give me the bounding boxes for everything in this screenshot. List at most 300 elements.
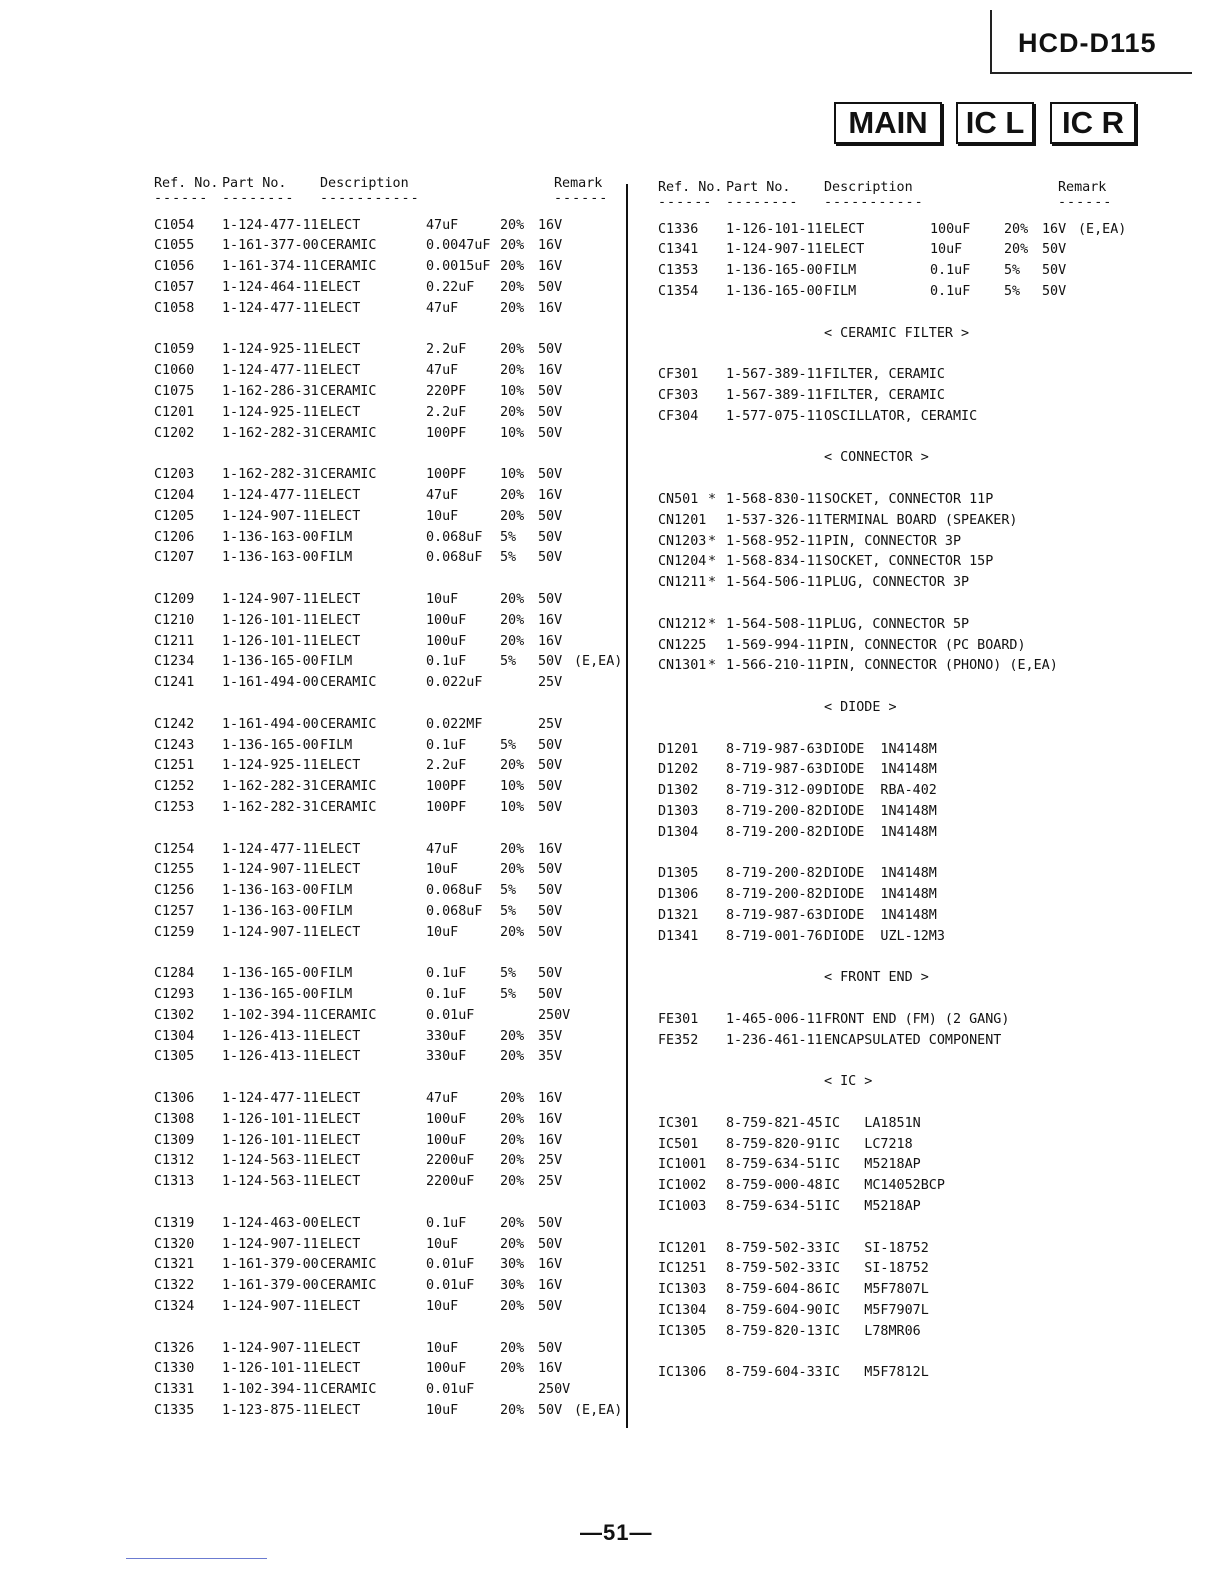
tolerance: 20% bbox=[500, 487, 525, 503]
value: 10uF bbox=[426, 508, 459, 524]
ref-no: C1241 bbox=[154, 675, 195, 691]
description: ELECT bbox=[320, 1340, 361, 1356]
voltage: 16V bbox=[538, 1111, 563, 1127]
description: ELECT bbox=[320, 1132, 361, 1148]
ref-no: IC1001 bbox=[658, 1157, 707, 1173]
voltage: 50V bbox=[538, 529, 563, 545]
value: 100uF bbox=[426, 1361, 467, 1377]
part-row bbox=[154, 1339, 614, 1360]
section-title bbox=[658, 324, 1138, 345]
ref-no: C1284 bbox=[154, 966, 195, 982]
part-no: 8-759-821-45 bbox=[726, 1115, 823, 1131]
description: ELECT bbox=[320, 508, 361, 524]
voltage: 16V bbox=[1042, 221, 1067, 237]
description: ELECT bbox=[824, 242, 865, 258]
part-row bbox=[154, 465, 614, 486]
ref-no: C1058 bbox=[154, 300, 195, 316]
part-row bbox=[154, 798, 614, 819]
right-header-underline: ------ -------- ----------- ------ bbox=[658, 194, 1113, 210]
ref-no: C1256 bbox=[154, 883, 195, 899]
tolerance: 20% bbox=[500, 1403, 525, 1419]
ref-no: IC1003 bbox=[658, 1199, 707, 1215]
part-row bbox=[658, 261, 1138, 282]
value: 10uF bbox=[426, 862, 459, 878]
voltage: 50V bbox=[538, 758, 563, 774]
tolerance: 10% bbox=[500, 779, 525, 795]
value: 0.1uF bbox=[930, 263, 971, 279]
ref-no: CN1204 bbox=[658, 554, 707, 570]
description: ELECT bbox=[320, 633, 361, 649]
ref-no: C1243 bbox=[154, 737, 195, 753]
description: SOCKET, CONNECTOR 11P bbox=[824, 491, 994, 507]
part-row bbox=[154, 860, 614, 881]
ref-no: CF304 bbox=[658, 408, 699, 424]
model-number: HCD-D115 bbox=[1018, 28, 1157, 58]
voltage: 16V bbox=[538, 487, 563, 503]
part-row bbox=[658, 490, 1138, 511]
marker: * bbox=[708, 491, 717, 507]
marker: * bbox=[708, 575, 717, 591]
tolerance: 20% bbox=[1004, 221, 1029, 237]
part-row bbox=[658, 1197, 1138, 1218]
ref-no: C1309 bbox=[154, 1132, 195, 1148]
value: 100uF bbox=[930, 221, 971, 237]
ref-no: C1203 bbox=[154, 467, 195, 483]
value: 100uF bbox=[426, 1132, 467, 1148]
ref-no: C1206 bbox=[154, 529, 195, 545]
value: 0.0047uF bbox=[426, 238, 491, 254]
value: 47uF bbox=[426, 300, 459, 316]
part-row bbox=[154, 340, 614, 361]
value: 330uF bbox=[426, 1049, 467, 1065]
part-no: 1-567-389-11 bbox=[726, 367, 823, 383]
ref-no: C1308 bbox=[154, 1111, 195, 1127]
voltage: 16V bbox=[538, 363, 563, 379]
tolerance: 20% bbox=[500, 508, 525, 524]
voltage: 50V bbox=[538, 550, 563, 566]
part-no: 8-759-502-33 bbox=[726, 1240, 823, 1256]
part-no: 1-136-163-00 bbox=[222, 883, 319, 899]
voltage: 50V bbox=[1042, 263, 1067, 279]
spacer bbox=[658, 989, 1138, 1010]
ref-no: C1313 bbox=[154, 1174, 195, 1190]
ref-no: C1324 bbox=[154, 1299, 195, 1315]
ref-no: C1293 bbox=[154, 987, 195, 1003]
part-row bbox=[658, 407, 1138, 428]
description: ELECT bbox=[320, 363, 361, 379]
value: 0.0015uF bbox=[426, 259, 491, 275]
tolerance: 20% bbox=[500, 924, 525, 940]
part-no: 1-124-907-11 bbox=[222, 1340, 319, 1356]
part-no: 1-577-075-11 bbox=[726, 408, 823, 424]
description: ELECT bbox=[320, 1361, 361, 1377]
voltage: 50V bbox=[538, 467, 563, 483]
part-row bbox=[154, 361, 614, 382]
voltage: 50V bbox=[538, 903, 563, 919]
voltage: 50V bbox=[1042, 283, 1067, 299]
left-parts-column bbox=[154, 174, 623, 1422]
description: PLUG, CONNECTOR 3P bbox=[824, 575, 970, 591]
description: CERAMIC bbox=[320, 799, 377, 815]
remark: (E,EA) bbox=[574, 654, 623, 670]
section-title bbox=[658, 698, 1138, 719]
value: 0.01uF bbox=[426, 1257, 475, 1273]
part-row bbox=[658, 927, 1138, 948]
ref-no: C1253 bbox=[154, 799, 195, 815]
part-row bbox=[658, 1363, 1138, 1384]
part-no: 1-567-389-11 bbox=[726, 387, 823, 403]
description: CERAMIC bbox=[320, 425, 377, 441]
spacer bbox=[658, 344, 1138, 365]
voltage: 50V bbox=[538, 737, 563, 753]
description: DIODE 1N4148M bbox=[824, 803, 937, 819]
value: 2.2uF bbox=[426, 342, 467, 358]
part-no: 1-162-282-31 bbox=[222, 467, 319, 483]
voltage: 50V bbox=[538, 342, 563, 358]
voltage: 16V bbox=[538, 612, 563, 628]
ref-no: D1306 bbox=[658, 887, 699, 903]
part-row bbox=[658, 636, 1138, 657]
ref-no: IC1304 bbox=[658, 1303, 707, 1319]
part-row bbox=[658, 573, 1138, 594]
spacer bbox=[658, 1218, 1138, 1239]
ref-no: C1205 bbox=[154, 508, 195, 524]
ref-no: C1254 bbox=[154, 841, 195, 857]
ref-no: CN1201 bbox=[658, 512, 707, 528]
part-no: 1-136-165-00 bbox=[726, 263, 823, 279]
spacer bbox=[154, 1068, 614, 1089]
part-no: 1-126-101-11 bbox=[222, 1111, 319, 1127]
description: PIN, CONNECTOR 3P bbox=[824, 533, 962, 549]
tolerance: 20% bbox=[500, 841, 525, 857]
part-row bbox=[658, 1280, 1138, 1301]
description: CERAMIC bbox=[320, 238, 377, 254]
voltage: 50V bbox=[538, 591, 563, 607]
description: ELECT bbox=[320, 1111, 361, 1127]
description: PIN, CONNECTOR (PC BOARD) bbox=[824, 637, 1026, 653]
tolerance: 10% bbox=[500, 425, 525, 441]
tolerance: 5% bbox=[500, 529, 517, 545]
spacer bbox=[154, 1193, 614, 1214]
part-no: 1-136-165-00 bbox=[726, 283, 823, 299]
ref-no: C1209 bbox=[154, 591, 195, 607]
tolerance: 20% bbox=[500, 1132, 525, 1148]
value: 0.1uF bbox=[930, 283, 971, 299]
voltage: 16V bbox=[538, 1257, 563, 1273]
description: DIODE 1N4148M bbox=[824, 887, 937, 903]
value: 0.1uF bbox=[426, 737, 467, 753]
part-no: 1-124-925-11 bbox=[222, 342, 319, 358]
tolerance: 20% bbox=[500, 259, 525, 275]
voltage: 16V bbox=[538, 1278, 563, 1294]
ref-no: C1354 bbox=[658, 283, 699, 299]
part-row bbox=[154, 611, 614, 632]
part-no: 1-136-165-00 bbox=[222, 966, 319, 982]
tolerance: 20% bbox=[500, 342, 525, 358]
part-no: 1-124-463-00 bbox=[222, 1215, 319, 1231]
description: DIODE 1N4148M bbox=[824, 866, 937, 882]
ref-no: CN1301 bbox=[658, 658, 707, 674]
ref-no: C1322 bbox=[154, 1278, 195, 1294]
part-row bbox=[154, 673, 614, 694]
part-row bbox=[154, 507, 614, 528]
part-row bbox=[154, 278, 614, 299]
part-no: 1-465-006-11 bbox=[726, 1011, 823, 1027]
part-row bbox=[154, 403, 614, 424]
spacer bbox=[658, 1343, 1138, 1364]
part-no: 1-136-165-00 bbox=[222, 737, 319, 753]
tolerance: 10% bbox=[500, 467, 525, 483]
voltage: 35V bbox=[538, 1049, 563, 1065]
voltage: 16V bbox=[538, 300, 563, 316]
part-row bbox=[154, 881, 614, 902]
part-no: 1-564-508-11 bbox=[726, 616, 823, 632]
tolerance: 20% bbox=[500, 363, 525, 379]
ref-no: C1353 bbox=[658, 263, 699, 279]
ref-no: C1341 bbox=[658, 242, 699, 258]
remark-header: Remark bbox=[554, 176, 603, 191]
description: ELECT bbox=[320, 1215, 361, 1231]
desc-header: Description bbox=[320, 176, 409, 191]
voltage: 50V bbox=[1042, 242, 1067, 258]
ref-no: C1312 bbox=[154, 1153, 195, 1169]
part-no: 8-759-000-48 bbox=[726, 1178, 823, 1194]
voltage: 50V bbox=[538, 654, 563, 670]
value: 0.01uF bbox=[426, 1007, 475, 1023]
spacer bbox=[658, 428, 1138, 449]
part-row bbox=[658, 1239, 1138, 1260]
part-no: 1-162-282-31 bbox=[222, 779, 319, 795]
voltage: 16V bbox=[538, 238, 563, 254]
ref-no: D1341 bbox=[658, 928, 699, 944]
voltage: 50V bbox=[538, 883, 563, 899]
part-no: 8-719-987-63 bbox=[726, 907, 823, 923]
tolerance: 20% bbox=[500, 1153, 525, 1169]
remark: (E,EA) bbox=[574, 1403, 623, 1419]
part-no: 1-126-101-11 bbox=[222, 612, 319, 628]
voltage: 50V bbox=[538, 1299, 563, 1315]
value: 0.022uF bbox=[426, 675, 483, 691]
part-row bbox=[154, 1172, 614, 1193]
part-row bbox=[658, 760, 1138, 781]
ref-no: IC501 bbox=[658, 1136, 699, 1152]
part-no: 1-161-494-00 bbox=[222, 716, 319, 732]
value: 47uF bbox=[426, 217, 459, 233]
tolerance: 20% bbox=[500, 862, 525, 878]
description: ELECT bbox=[320, 1236, 361, 1252]
description: CERAMIC bbox=[320, 1257, 377, 1273]
part-no: 8-719-987-63 bbox=[726, 762, 823, 778]
description: IC L78MR06 bbox=[824, 1323, 921, 1339]
voltage: 25V bbox=[538, 716, 563, 732]
voltage: 50V bbox=[538, 799, 563, 815]
part-no: 1-126-101-11 bbox=[726, 221, 823, 237]
description: DIODE UZL-12M3 bbox=[824, 928, 945, 944]
spacer bbox=[658, 594, 1138, 615]
part-header: Part No. bbox=[726, 180, 791, 195]
tolerance: 20% bbox=[500, 1340, 525, 1356]
description: FILM bbox=[320, 883, 353, 899]
part-row bbox=[154, 1255, 614, 1276]
ref-no: D1302 bbox=[658, 783, 699, 799]
description: ELECT bbox=[320, 924, 361, 940]
value: 100PF bbox=[426, 467, 467, 483]
part-no: 1-136-163-00 bbox=[222, 903, 319, 919]
ref-no: C1059 bbox=[154, 342, 195, 358]
tolerance: 20% bbox=[500, 1028, 525, 1044]
spacer bbox=[154, 694, 614, 715]
ref-no: IC1305 bbox=[658, 1323, 707, 1339]
section-title bbox=[658, 448, 1138, 469]
tag-ic-l: IC L bbox=[956, 102, 1034, 144]
tolerance: 20% bbox=[500, 1091, 525, 1107]
ref-no: CN1203 bbox=[658, 533, 707, 549]
part-row bbox=[658, 552, 1138, 573]
desc-header: Description bbox=[824, 180, 913, 195]
ref-no: C1054 bbox=[154, 217, 195, 233]
tolerance: 20% bbox=[500, 217, 525, 233]
voltage: 16V bbox=[538, 217, 563, 233]
part-row bbox=[154, 257, 614, 278]
ref-no: C1202 bbox=[154, 425, 195, 441]
ref-no: C1055 bbox=[154, 238, 195, 254]
value: 10uF bbox=[426, 924, 459, 940]
part-row bbox=[154, 1131, 614, 1152]
value: 2.2uF bbox=[426, 758, 467, 774]
ref-no: FE352 bbox=[658, 1032, 699, 1048]
section-title-text: < DIODE > bbox=[824, 699, 897, 715]
voltage: 250V bbox=[538, 1007, 571, 1023]
value: 0.068uF bbox=[426, 529, 483, 545]
tolerance: 30% bbox=[500, 1278, 525, 1294]
description: FILTER, CERAMIC bbox=[824, 387, 945, 403]
part-row bbox=[658, 1010, 1138, 1031]
part-no: 1-126-413-11 bbox=[222, 1028, 319, 1044]
ref-no: C1255 bbox=[154, 862, 195, 878]
voltage: 50V bbox=[538, 279, 563, 295]
part-row bbox=[658, 906, 1138, 927]
description: IC MC14052BCP bbox=[824, 1178, 945, 1194]
description: ELECT bbox=[320, 1403, 361, 1419]
description: CERAMIC bbox=[320, 467, 377, 483]
part-row bbox=[658, 1155, 1138, 1176]
value: 0.022MF bbox=[426, 716, 483, 732]
section-title-text: < FRONT END > bbox=[824, 970, 929, 986]
description: FILM bbox=[320, 737, 353, 753]
description: IC M5F7807L bbox=[824, 1282, 929, 1298]
voltage: 16V bbox=[538, 259, 563, 275]
remark-header: Remark bbox=[1058, 180, 1107, 195]
voltage: 25V bbox=[538, 1174, 563, 1190]
description: CERAMIC bbox=[320, 259, 377, 275]
header-rule-vertical bbox=[990, 10, 992, 74]
tolerance: 20% bbox=[500, 758, 525, 774]
description: FILM bbox=[824, 283, 857, 299]
ref-no: C1304 bbox=[154, 1028, 195, 1044]
part-row bbox=[154, 1359, 614, 1380]
part-row bbox=[658, 740, 1138, 761]
ref-no: CN1211 bbox=[658, 575, 707, 591]
tolerance: 20% bbox=[500, 279, 525, 295]
ref-no: IC1306 bbox=[658, 1365, 707, 1381]
marker: * bbox=[708, 658, 717, 674]
part-row bbox=[154, 216, 614, 237]
voltage: 50V bbox=[538, 1340, 563, 1356]
description: FILM bbox=[320, 966, 353, 982]
description: FILM bbox=[320, 987, 353, 1003]
part-row bbox=[154, 840, 614, 861]
part-no: 1-124-907-11 bbox=[222, 862, 319, 878]
part-no: 8-759-634-51 bbox=[726, 1157, 823, 1173]
ref-no: CN1225 bbox=[658, 637, 707, 653]
part-no: 1-124-907-11 bbox=[222, 1236, 319, 1252]
ref-no: C1335 bbox=[154, 1403, 195, 1419]
description: TERMINAL BOARD (SPEAKER) bbox=[824, 512, 1018, 528]
part-no: 8-759-604-86 bbox=[726, 1282, 823, 1298]
section-title bbox=[658, 1072, 1138, 1093]
description: CERAMIC bbox=[320, 1278, 377, 1294]
ref-no: C1306 bbox=[154, 1091, 195, 1107]
ref-no: C1057 bbox=[154, 279, 195, 295]
part-no: 1-124-477-11 bbox=[222, 363, 319, 379]
value: 10uF bbox=[426, 1403, 459, 1419]
spacer bbox=[658, 947, 1138, 968]
voltage: 50V bbox=[538, 862, 563, 878]
ref-no: C1319 bbox=[154, 1215, 195, 1231]
voltage: 50V bbox=[538, 1403, 563, 1419]
part-no: 8-719-200-82 bbox=[726, 803, 823, 819]
part-row bbox=[658, 1301, 1138, 1322]
description: ELECT bbox=[320, 342, 361, 358]
value: 10uF bbox=[426, 1236, 459, 1252]
part-no: 1-124-477-11 bbox=[222, 1091, 319, 1107]
part-no: 1-161-494-00 bbox=[222, 675, 319, 691]
description: DIODE 1N4148M bbox=[824, 762, 937, 778]
part-row bbox=[658, 1114, 1138, 1135]
ref-no: C1326 bbox=[154, 1340, 195, 1356]
part-no: 1-102-394-11 bbox=[222, 1007, 319, 1023]
part-no: 1-162-286-31 bbox=[222, 383, 319, 399]
tolerance: 20% bbox=[500, 1299, 525, 1315]
description: IC M5218AP bbox=[824, 1199, 921, 1215]
part-row bbox=[658, 615, 1138, 636]
ref-no: C1056 bbox=[154, 259, 195, 275]
spacer bbox=[154, 819, 614, 840]
tag-ic-r: IC R bbox=[1050, 102, 1136, 144]
part-row bbox=[658, 1176, 1138, 1197]
description: IC M5F7812L bbox=[824, 1365, 929, 1381]
ref-no: C1211 bbox=[154, 633, 195, 649]
tolerance: 20% bbox=[500, 1174, 525, 1190]
ref-no: D1305 bbox=[658, 866, 699, 882]
tolerance: 20% bbox=[500, 1215, 525, 1231]
tag-main: MAIN bbox=[834, 102, 942, 144]
ref-no: C1336 bbox=[658, 221, 699, 237]
spacer bbox=[658, 719, 1138, 740]
left-header-underline: ------ -------- ----------- ------ bbox=[154, 190, 609, 206]
part-no: 8-719-200-82 bbox=[726, 887, 823, 903]
description: ELECT bbox=[320, 1153, 361, 1169]
ref-no: D1321 bbox=[658, 907, 699, 923]
value: 2200uF bbox=[426, 1153, 475, 1169]
part-row bbox=[154, 548, 614, 569]
description: CERAMIC bbox=[320, 716, 377, 732]
description: OSCILLATOR, CERAMIC bbox=[824, 408, 978, 424]
column-divider bbox=[626, 184, 628, 1428]
description: FILM bbox=[320, 529, 353, 545]
part-row bbox=[154, 486, 614, 507]
tolerance: 5% bbox=[1004, 263, 1021, 279]
